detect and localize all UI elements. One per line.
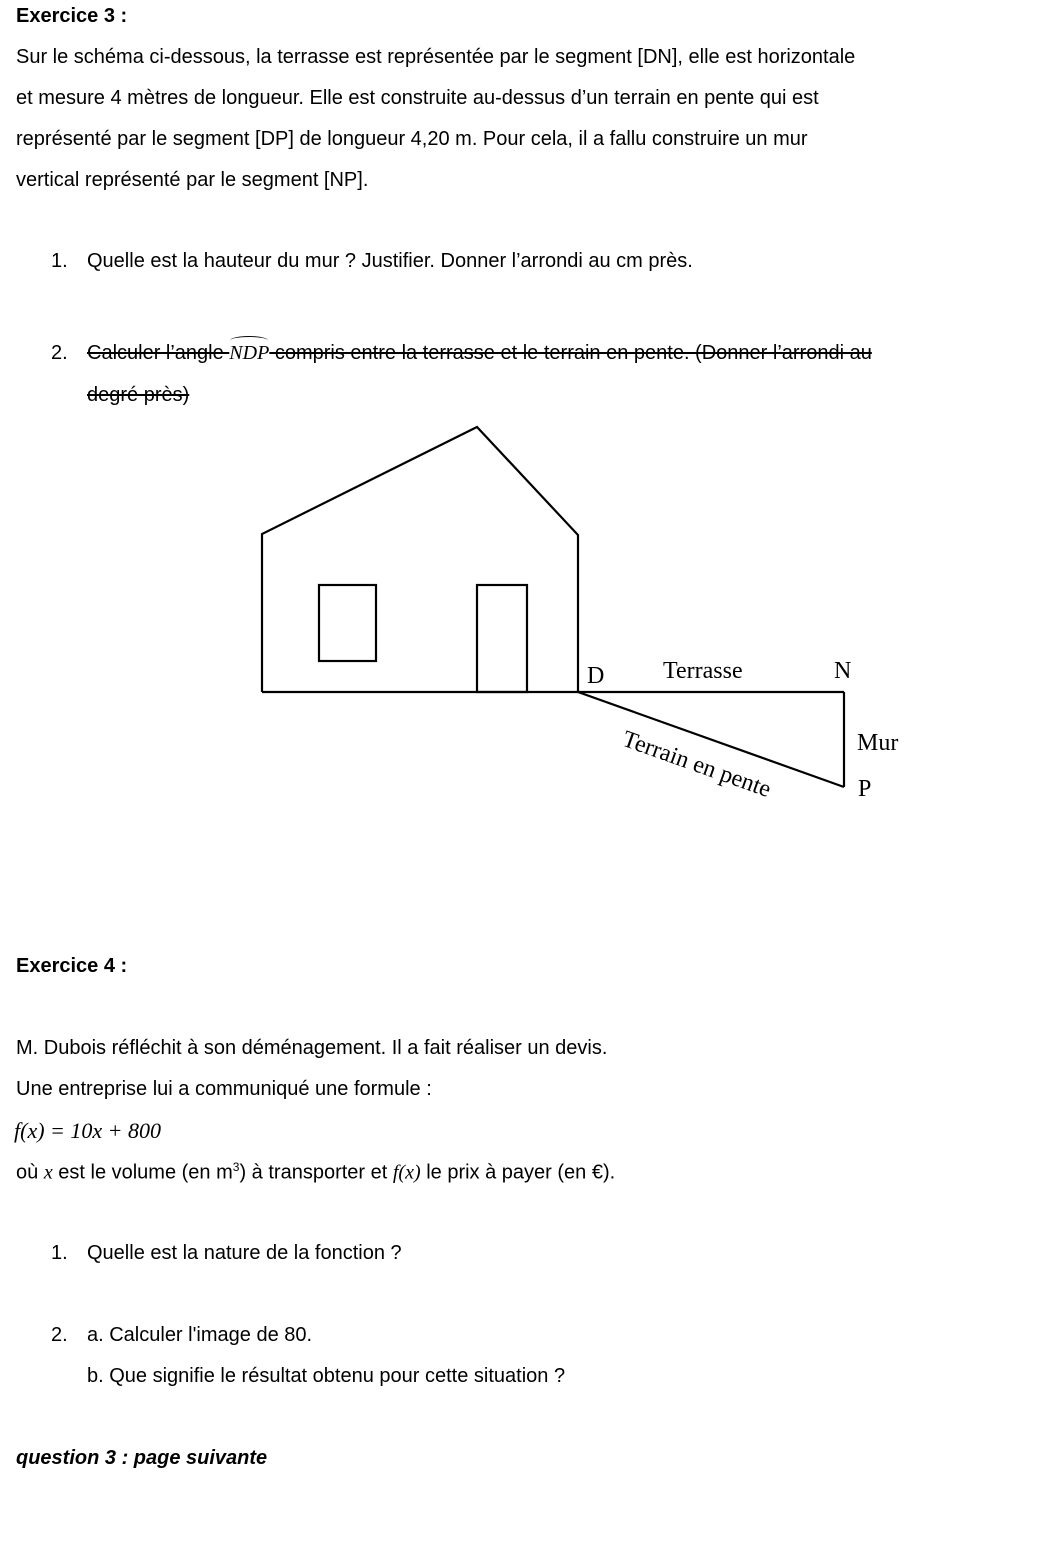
exercise-4-line-2: Une entreprise lui a communiqué une formule :	[16, 1078, 432, 1100]
exercise-3-intro-line-3: représenté par le segment [DP] de longueur 4,20 m. Pour cela, il a fallu construire un mur	[16, 128, 808, 150]
question-number: 2.	[51, 342, 68, 364]
def-text-1: où	[16, 1161, 44, 1184]
label-mur: Mur	[857, 730, 899, 756]
question-text: Quelle est la hauteur du mur ? Justifier. Donner l’arrondi au cm près.	[87, 250, 693, 272]
question-text: a. Calculer l'image de 80.	[87, 1324, 313, 1346]
def-x: x	[43, 1161, 53, 1184]
question-text-after: compris entre la terrasse et le terrain en pente. (Donner l’arrondi au	[269, 342, 872, 364]
exercise-4-question-1	[51, 1242, 402, 1265]
exercise-3-intro-line-4: vertical représenté par le segment [NP].	[16, 169, 369, 191]
exercise-3-intro-line-2: et mesure 4 mètres de longueur. Elle est construite au-dessus d’un terrain en pente qui est	[16, 87, 819, 109]
label-terrain-en-pente: Terrain en pente	[618, 726, 775, 803]
question-text-before: Calculer l’angle	[87, 342, 230, 364]
next-page-note: question 3 : page suivante	[16, 1447, 268, 1469]
exercise-3-title: Exercice 3 :	[16, 5, 128, 27]
angle-ndp: NDP	[229, 342, 270, 364]
exercise-3-intro-line-1: Sur le schéma ci-dessous, la terrasse est représentée par le segment [DN], elle est horizontale	[16, 46, 856, 68]
formula-text: f(x) = 10x + 800	[14, 1118, 161, 1143]
exercise-4-question-2a	[51, 1324, 312, 1347]
house-outline	[262, 427, 578, 692]
def-text-2: est le volume (en m	[52, 1161, 233, 1184]
question-number: 2.	[51, 1324, 68, 1346]
question-number: 1.	[51, 250, 68, 272]
house-window	[319, 585, 376, 661]
def-fx: f(x)	[392, 1161, 421, 1184]
def-text-3: ) à transporter et	[239, 1161, 393, 1184]
label-p: P	[858, 776, 872, 802]
def-text-4: le prix à payer (en €).	[420, 1161, 616, 1184]
exercise-4-title: Exercice 4 :	[16, 955, 128, 977]
question-text: Quelle est la nature de la fonction ?	[87, 1242, 402, 1264]
label-terrasse: Terrasse	[663, 658, 743, 684]
house-door	[477, 585, 527, 692]
exercise-4-question-2b: b. Que signifie le résultat obtenu pour cette situation ?	[87, 1365, 566, 1387]
label-d: D	[587, 663, 605, 689]
exercise-3-question-2-line-2: degré près)	[87, 384, 190, 406]
exercise-4-definition	[16, 1160, 615, 1185]
label-n: N	[834, 658, 852, 684]
def-exponent: 3	[232, 1160, 240, 1174]
formula	[14, 1118, 161, 1144]
question-number: 1.	[51, 1242, 68, 1264]
exercise-4-line-1: M. Dubois réfléchit à son déménagement. Il a fait réaliser un devis.	[16, 1037, 608, 1059]
